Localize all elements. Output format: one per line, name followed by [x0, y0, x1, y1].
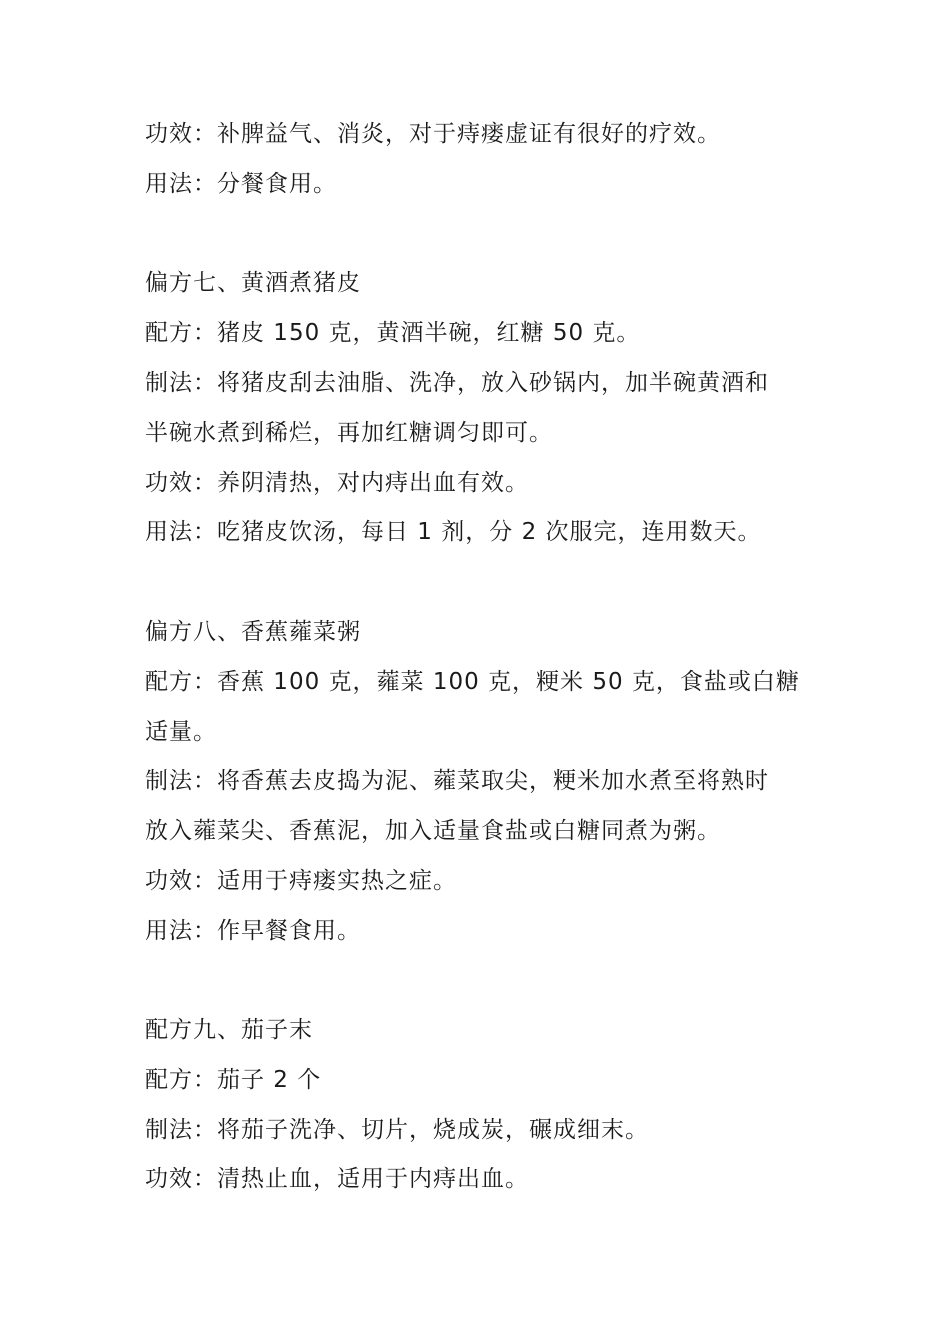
remedy7-effect: 功效：养阴清热，对内痔出血有效。 [145, 470, 529, 496]
remedy9-effect: 功效：清热止血，适用于内痔出血。 [145, 1166, 529, 1192]
remedy7-formula: 配方：猪皮 150 克，黄酒半碗，红糖 50 克。 [145, 320, 641, 346]
remedy6-effect: 功效：补脾益气、消炎，对于痔瘘虚证有很好的疗效。 [145, 121, 721, 147]
remedy9-formula: 配方：茄子 2 个 [145, 1067, 322, 1093]
remedy8-formula-cont: 适量。 [145, 719, 217, 745]
remedy9-method: 制法：将茄子洗净、切片，烧成炭，碾成细末。 [145, 1117, 649, 1143]
remedy7-method: 制法：将猪皮刮去油脂、洗净，放入砂锅内，加半碗黄酒和 [145, 370, 769, 396]
remedy8-title: 偏方八、香蕉蕹菜粥 [145, 619, 361, 645]
remedy8-usage: 用法：作早餐食用。 [145, 918, 361, 944]
remedy8-method-cont: 放入蕹菜尖、香蕉泥，加入适量食盐或白糖同煮为粥。 [145, 818, 721, 844]
remedy7-title: 偏方七、黄酒煮猪皮 [145, 270, 361, 296]
remedy8-effect: 功效：适用于痔瘘实热之症。 [145, 868, 457, 894]
remedy9-title: 配方九、茄子末 [145, 1017, 313, 1043]
remedy8-method: 制法：将香蕉去皮捣为泥、蕹菜取尖，粳米加水煮至将熟时 [145, 768, 769, 794]
remedy7-usage: 用法：吃猪皮饮汤，每日 1 剂，分 2 次服完，连用数天。 [145, 519, 762, 545]
remedy7-method-cont: 半碗水煮到稀烂，再加红糖调匀即可。 [145, 420, 553, 446]
remedy8-formula: 配方：香蕉 100 克，蕹菜 100 克，粳米 50 克，食盐或白糖 [145, 669, 800, 695]
remedy6-usage: 用法：分餐食用。 [145, 171, 337, 197]
